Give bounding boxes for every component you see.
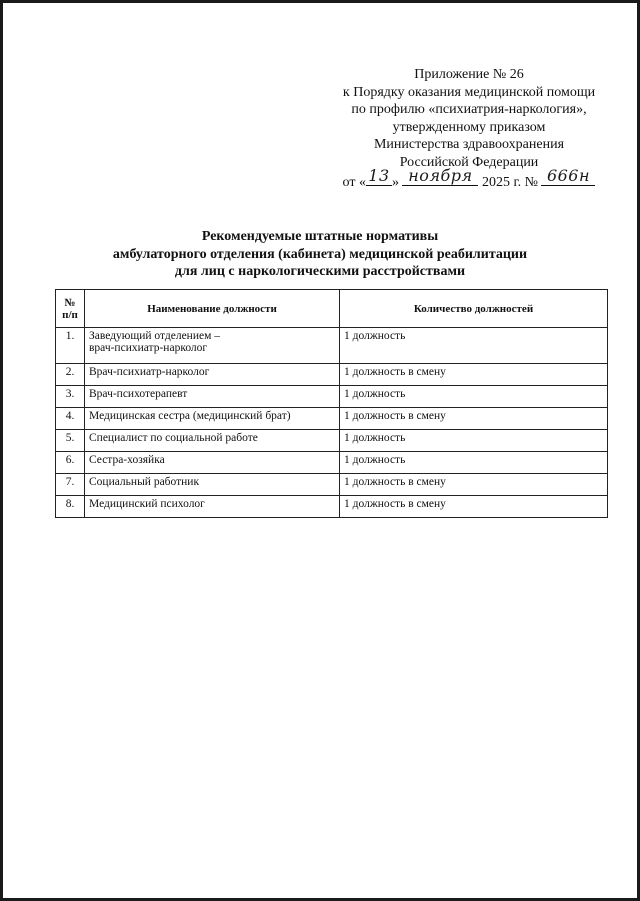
header-position: Наименование должности: [85, 290, 340, 328]
appendix-line: по профилю «психиатрия-наркология»,: [351, 102, 587, 117]
scan-border-top: [0, 0, 640, 3]
row-number: 6.: [56, 452, 85, 474]
table-row: [56, 452, 608, 474]
table-row: [56, 386, 608, 408]
order-day-blank: [366, 166, 392, 186]
order-quote-close: »: [391, 175, 399, 190]
row-count: 1 должность: [340, 430, 608, 452]
row-position: Медицинская сестра (медицинский брат): [85, 408, 340, 430]
order-year-label: 2025 г. №: [481, 175, 538, 190]
appendix-line: к Порядку оказания медицинской помощи: [342, 84, 596, 100]
row-number: 5.: [56, 430, 85, 452]
row-position: Медицинский психолог: [85, 496, 340, 518]
row-number: 2.: [56, 364, 85, 386]
row-number: 1.: [56, 328, 85, 364]
header-number-label: п/п: [62, 308, 78, 321]
order-date-line: [318, 166, 620, 192]
row-number: 8.: [56, 496, 85, 518]
row-position: Сестра-хозяйка: [85, 452, 340, 474]
row-count: 1 должность в смену: [340, 408, 608, 430]
header-number: [56, 290, 85, 328]
row-count: 1 должность: [340, 386, 608, 408]
table-header-row: [56, 290, 608, 328]
row-number: 7.: [56, 474, 85, 496]
table-row: [56, 474, 608, 496]
appendix-line: Российской Федерации: [399, 154, 539, 170]
appendix-line: утвержденному приказом: [392, 119, 546, 135]
row-position: Врач-психиатр-нарколог: [85, 364, 340, 386]
table-row: [56, 364, 608, 386]
document-heading: [60, 228, 580, 281]
heading-line: Рекомендуемые штатные нормативы: [201, 229, 439, 244]
scan-border-left: [0, 0, 3, 901]
row-position: Врач-психотерапевт: [85, 386, 340, 408]
order-month-blank: [402, 166, 478, 186]
row-count: 1 должность в смену: [340, 496, 608, 518]
row-position: Социальный работник: [85, 474, 340, 496]
staffing-table: [55, 289, 608, 518]
row-count: 1 должность: [340, 452, 608, 474]
appendix-block: [318, 66, 620, 192]
table-row: [56, 408, 608, 430]
row-position: Специалист по социальной работе: [85, 430, 340, 452]
row-position-line: врач-психиатр-нарколог: [89, 342, 208, 354]
order-number-blank: [541, 166, 595, 186]
heading-line: для лиц с наркологическими расстройствами: [174, 264, 466, 279]
order-month-handwritten: ноября: [408, 166, 473, 185]
header-number-sign: №: [64, 296, 76, 309]
row-position-line: Заведующий отделением –: [89, 330, 220, 342]
row-count: 1 должность в смену: [340, 474, 608, 496]
heading-line: амбулаторного отделения (кабинета) медицинской реабилитации: [112, 246, 528, 262]
row-count: 1 должность в смену: [340, 364, 608, 386]
order-number-handwritten: 666н: [546, 166, 591, 185]
order-prefix: от «: [342, 175, 366, 190]
table-row: [56, 430, 608, 452]
row-count: 1 должность: [340, 328, 608, 364]
order-day-handwritten: 13: [368, 166, 390, 185]
header-count: Количество должностей: [340, 290, 608, 328]
appendix-line: Министерства здравоохранения: [373, 137, 565, 152]
row-number: 4.: [56, 408, 85, 430]
appendix-title: Приложение № 26: [414, 67, 524, 82]
row-number: 3.: [56, 386, 85, 408]
table-row: [56, 496, 608, 518]
table-row: [56, 328, 608, 364]
row-position: [85, 328, 340, 364]
